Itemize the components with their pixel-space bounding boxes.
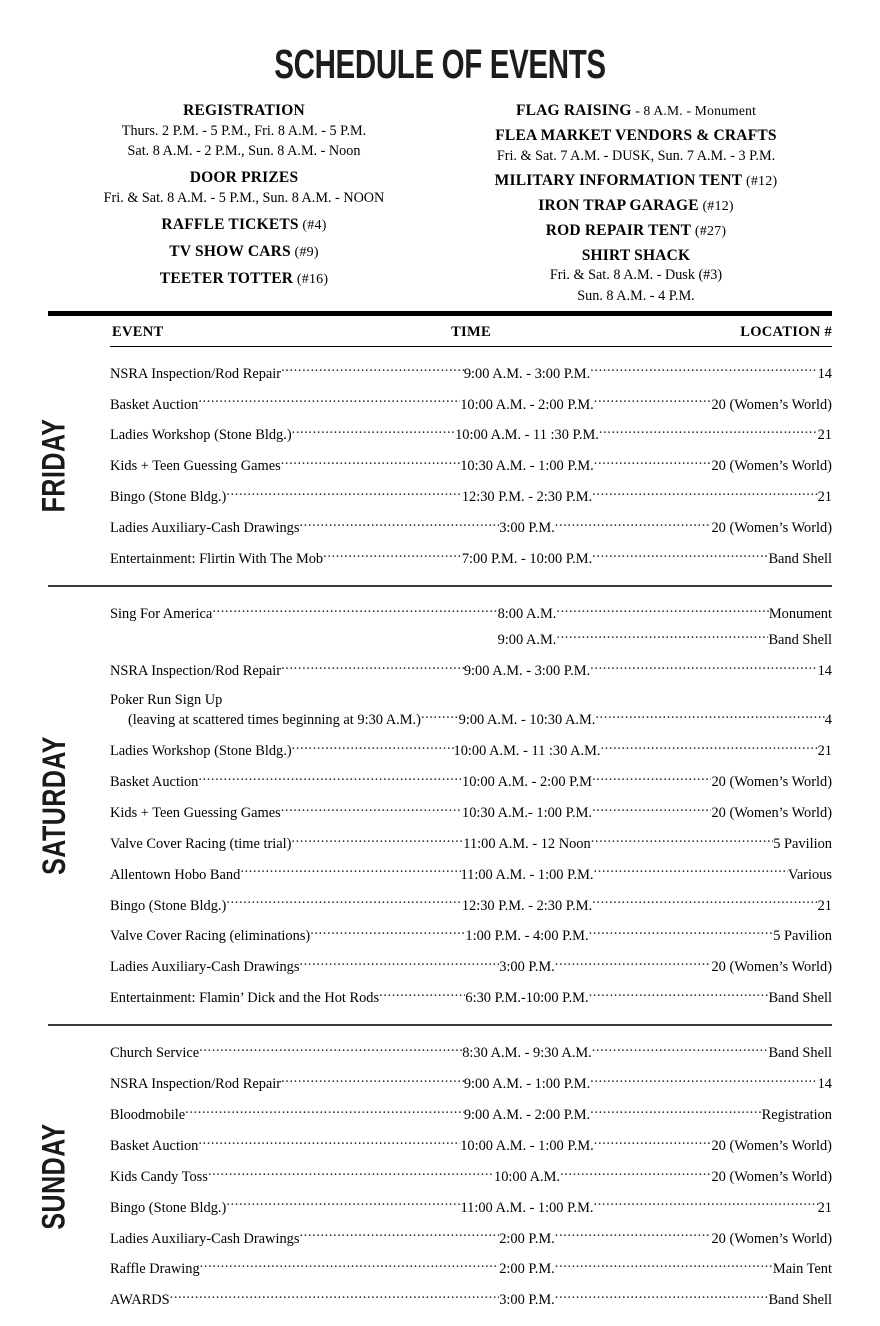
event-name: Church Service [110,1045,200,1062]
event-time: 10:00 A.M. [494,1168,560,1185]
table-row[interactable] [110,1130,832,1161]
event-time: 9:00 A.M. [497,631,557,648]
table-row[interactable] [110,735,832,766]
dot-leader [299,1228,499,1242]
dot-leader [281,803,462,817]
event-time: 10:30 A.M.- 1:00 P.M. [462,804,592,821]
dot-leader [589,988,769,1002]
event-name: Sing For America [110,606,213,623]
table-row[interactable] [110,1037,832,1068]
header-block-title [440,171,832,191]
header-block-door-prizes [48,168,440,208]
event-detail-line [110,710,832,730]
event-time: 10:30 A.M. - 1:00 P.M. [460,458,594,475]
table-row[interactable] [110,797,832,828]
header-block-flag-raising [440,101,832,121]
table-row[interactable] [110,859,832,890]
dot-leader [595,710,824,724]
dot-leader [226,1197,460,1211]
header-block-title [440,126,832,146]
dot-leader [555,1228,712,1242]
event-name: Ladies Auxiliary-Cash Drawings [110,959,300,976]
header-block-subline: Sun. 8 A.M. - 4 P.M. [577,287,695,304]
event-location: Band Shell [768,1292,832,1309]
event-location: 20 (Women’s World) [711,1168,832,1185]
event-location: 5 Pavilion [773,835,832,852]
header-block-title [48,168,440,188]
dot-leader [292,741,454,755]
dot-leader [200,1259,500,1273]
event-name: Bingo (Stone Bldg.) [110,489,227,506]
header-title-text: TEETER TOTTER [159,269,294,287]
table-row[interactable] [110,951,832,982]
event-location: 4 [824,712,832,729]
event-time: 3:00 P.M. [499,519,555,536]
event-location: 20 (Women’s World) [711,959,832,976]
dot-leader [592,1043,769,1057]
header-title-note: (#4) [298,218,327,234]
dot-leader [299,957,499,971]
table-row[interactable] [110,920,832,951]
event-location: 20 (Women’s World) [711,804,832,821]
event-time: 9:00 A.M. - 10:30 A.M. [458,712,596,729]
column-header-location: LOCATION # [740,323,832,340]
dot-leader [281,456,461,470]
header-block-title [48,215,440,235]
day-label-friday [0,347,110,585]
event-name: Ladies Auxiliary-Cash Drawings [110,1230,300,1247]
header-block-title [48,101,440,121]
dot-leader [212,604,497,618]
header-block-subline: Fri. & Sat. 7 A.M. - DUSK, Sun. 7 A.M. - 3 P.M. [496,147,776,164]
dot-leader [592,803,712,817]
table-row[interactable] [110,481,832,512]
table-row[interactable] [110,1192,832,1223]
header-block-title [440,246,832,266]
event-location: Band Shell [768,990,832,1007]
event-location: 20 (Women’s World) [711,774,832,791]
event-location: Band Shell [768,1045,832,1062]
event-time: 9:00 A.M. - 3:00 P.M. [463,662,591,679]
header-title-note: (#27) [691,223,727,239]
header-block-title [440,101,832,121]
dot-leader [592,548,768,562]
table-row[interactable] [110,543,832,574]
dot-leader [281,363,464,377]
day-section-friday [0,347,880,585]
dot-leader [555,1259,773,1273]
event-name: Allentown Hobo Band [110,866,241,883]
dot-leader [556,630,768,644]
header-block-rod-repair-tent [440,221,832,241]
dot-leader [594,456,712,470]
header-left-column [48,101,440,289]
event-location: 20 (Women’s World) [711,396,832,413]
event-location: 20 (Women’s World) [711,458,832,475]
header-title-text: TV SHOW CARS [169,243,291,261]
table-row[interactable] [110,655,832,686]
dot-leader [291,833,463,847]
event-name: Bingo (Stone Bldg.) [110,897,227,914]
event-location: Band Shell [768,550,832,567]
header-title-text: SHIRT SHACK [581,246,691,264]
header-title-text: FLEA MARKET VENDORS & CRAFTS [495,126,777,144]
header-title-note: - 8 A.M. - Monument [631,103,757,118]
event-location: Various [788,866,832,883]
header-title-note: (#9) [290,245,319,261]
event-time: 8:30 A.M. - 9:30 A.M. [462,1045,592,1062]
event-location: Main Tent [772,1261,832,1278]
table-row[interactable] [110,890,832,921]
schedule-table [0,324,880,1326]
column-header-event: EVENT [112,323,164,340]
header-block-iron-trap-garage [440,196,832,216]
event-location: 5 Pavilion [773,928,832,945]
header-block-military-information-tent [440,171,832,191]
event-name: Valve Cover Racing (eliminations) [110,928,311,945]
event-time: 10:00 A.M. - 2:00 P.M. [460,396,594,413]
event-location: 21 [817,743,832,760]
event-time: 6:30 P.M.-10:00 P.M. [465,990,589,1007]
event-location: 21 [817,427,832,444]
event-name: AWARDS [110,1292,170,1309]
header-info-panel [0,101,880,311]
header-title-note: (#16) [293,271,329,287]
event-name: Valve Cover Racing (time trial) [110,835,292,852]
day-section-saturday [0,587,880,1024]
header-block-subline: Thurs. 2 P.M. - 5 P.M., Fri. 8 A.M. - 5 P.M. [121,122,367,139]
table-row[interactable] [110,450,832,481]
event-time: 8:00 A.M. [497,606,557,623]
event-time: 11:00 A.M. - 1:00 P.M. [460,866,594,883]
table-row[interactable] [110,358,832,389]
dot-leader [594,864,789,878]
header-block-subline: Sat. 8 A.M. - 2 P.M., Sun. 8 A.M. - Noon [127,142,361,159]
dot-leader [323,548,462,562]
event-time: 1:00 P.M. - 4:00 P.M. [465,928,589,945]
table-column-headers [110,324,832,344]
dot-leader [310,926,465,940]
header-block-title [440,196,832,216]
dot-leader [555,518,712,532]
event-subtext: (leaving at scattered times beginning at 9:30 A.M.) [128,712,421,729]
event-name: Entertainment: Flirtin With The Mob [110,550,324,567]
event-time: 10:00 A.M. - 11 :30 P.M. [455,427,599,444]
day-label-text: SUNDAY [36,1123,73,1230]
event-location: Monument [768,606,832,623]
event-location: 21 [817,1199,832,1216]
dot-leader [594,1197,818,1211]
dot-leader [199,1043,462,1057]
dot-leader [292,425,455,439]
event-time: 3:00 P.M. [499,1292,555,1309]
header-block-raffle-tickets [48,215,440,235]
event-time: 7:00 P.M. - 10:00 P.M. [461,550,593,567]
event-location: 14 [817,1076,832,1093]
dot-leader [590,660,817,674]
event-location: 20 (Women’s World) [711,1138,832,1155]
table-row[interactable] [110,512,832,543]
dot-leader [590,363,817,377]
table-row[interactable] [110,982,832,1013]
dot-leader [590,1074,817,1088]
header-title-note: (#12) [698,198,734,214]
dot-leader [589,926,774,940]
header-block-flea-market-vendors-crafts [440,126,832,166]
header-block-title [440,221,832,241]
table-row[interactable] [110,1284,832,1315]
dot-leader [599,425,818,439]
day-label-text: FRIDAY [36,418,73,513]
table-row[interactable] [110,389,832,420]
dot-leader [592,487,817,501]
event-name: Bingo (Stone Bldg.) [110,1199,227,1216]
event-name: Basket Auction [110,1138,199,1155]
event-time: 2:00 P.M. [499,1230,555,1247]
event-location: 14 [817,662,832,679]
table-row[interactable] [110,1223,832,1254]
event-time: 9:00 A.M. - 3:00 P.M. [463,365,591,382]
dot-leader [170,1290,500,1304]
header-block-subline: Fri. & Sat. 8 A.M. - Dusk (#3) [549,267,723,284]
header-block-title [48,242,440,262]
header-title-text: MILITARY INFORMATION TENT [494,171,743,189]
table-row[interactable] [110,1068,832,1099]
table-row[interactable] [110,686,832,736]
table-row-continuation[interactable] [110,629,832,655]
header-title-text: DOOR PRIZES [189,169,299,187]
dot-leader [379,988,465,1002]
event-time: 9:00 A.M. - 1:00 P.M. [463,1076,591,1093]
dot-leader [556,604,768,618]
dot-leader [198,394,460,408]
dot-leader [594,1136,712,1150]
event-location: 21 [817,489,832,506]
event-name: Ladies Auxiliary-Cash Drawings [110,519,300,536]
event-time: 11:00 A.M. - 1:00 P.M. [460,1199,594,1216]
header-title-text: FLAG RAISING [515,102,632,119]
event-location: Registration [761,1107,832,1124]
event-name: Basket Auction [110,396,199,413]
event-time: 10:00 A.M. - 11 :30 A.M. [453,743,601,760]
dot-leader [208,1167,494,1181]
dot-leader [592,895,817,909]
day-label-text: SATURDAY [36,736,73,875]
dot-leader [212,630,497,644]
dot-leader [600,741,817,755]
header-divider-rule [48,311,832,316]
dot-leader [560,1167,711,1181]
table-row[interactable] [110,419,832,450]
day-label-saturday [0,587,110,1024]
header-title-text: ROD REPAIR TENT [545,221,692,239]
day-sections [0,347,880,1326]
event-name: Ladies Workshop (Stone Bldg.) [110,427,292,444]
header-block-subline: Fri. & Sat. 8 A.M. - 5 P.M., Sun. 8 A.M. - NOON [103,189,385,206]
header-right-column [440,101,832,311]
header-block-teeter-totter [48,269,440,289]
event-name: Raffle Drawing [110,1261,200,1278]
dot-leader [226,487,462,501]
table-row[interactable] [110,1161,832,1192]
dot-leader [592,772,712,786]
dot-leader [591,833,774,847]
event-location: 14 [817,365,832,382]
header-title-note: (#12) [742,173,778,189]
event-name: Basket Auction [110,774,199,791]
event-location: 20 (Women’s World) [711,1230,832,1247]
event-name: Bloodmobile [110,1107,186,1124]
event-time: 2:00 P.M. [499,1261,555,1278]
header-block-title [48,269,440,289]
event-name: Ladies Workshop (Stone Bldg.) [110,743,292,760]
event-name: NSRA Inspection/Rod Repair [110,1076,282,1093]
event-time: 10:00 A.M. - 2:00 P.M [462,774,592,791]
table-row[interactable] [110,828,832,859]
header-title-text: IRON TRAP GARAGE [538,196,699,214]
event-name: Entertainment: Flamin’ Dick and the Hot Rods [110,990,380,1007]
dot-leader [281,660,464,674]
header-block-tv-show-cars [48,242,440,262]
dot-leader [226,895,462,909]
dot-leader [185,1105,464,1119]
event-location: Band Shell [768,631,832,648]
column-header-time: TIME [451,323,491,340]
event-name: NSRA Inspection/Rod Repair [110,365,282,382]
day-section-sunday [0,1026,880,1326]
event-time: 11:00 A.M. - 12 Noon [463,835,591,852]
dot-leader [594,394,712,408]
header-title-text: RAFFLE TICKETS [161,216,299,234]
dot-leader [555,957,712,971]
dot-leader [555,1290,769,1304]
table-row[interactable] [110,598,832,629]
event-time: 3:00 P.M. [499,959,555,976]
page-title: SCHEDULE OF EVENTS [274,41,606,87]
day-label-sunday [0,1026,110,1326]
event-time: 12:30 P.M. - 2:30 P.M. [461,897,593,914]
event-time: 10:00 A.M. - 1:00 P.M. [460,1138,594,1155]
event-time: 9:00 A.M. - 2:00 P.M. [463,1107,591,1124]
table-row[interactable] [110,1099,832,1130]
dot-leader [299,518,499,532]
dot-leader [421,710,459,724]
table-row[interactable] [110,1254,832,1285]
dot-leader [198,772,462,786]
event-name: NSRA Inspection/Rod Repair [110,662,282,679]
event-name: Kids + Teen Guessing Games [110,804,281,821]
header-title-text: REGISTRATION [183,102,305,119]
event-location: 20 (Women’s World) [711,519,832,536]
event-name: Kids Candy Toss [110,1168,208,1185]
dot-leader [198,1136,460,1150]
dot-leader [281,1074,464,1088]
table-row[interactable] [110,766,832,797]
dot-leader [240,864,460,878]
event-name: Poker Run Sign Up [110,692,223,709]
header-block-registration [48,101,440,161]
header-block-shirt-shack [440,246,832,306]
dot-leader [590,1105,761,1119]
event-time: 12:30 P.M. - 2:30 P.M. [461,489,593,506]
event-location: 21 [817,897,832,914]
event-name: Kids + Teen Guessing Games [110,458,281,475]
